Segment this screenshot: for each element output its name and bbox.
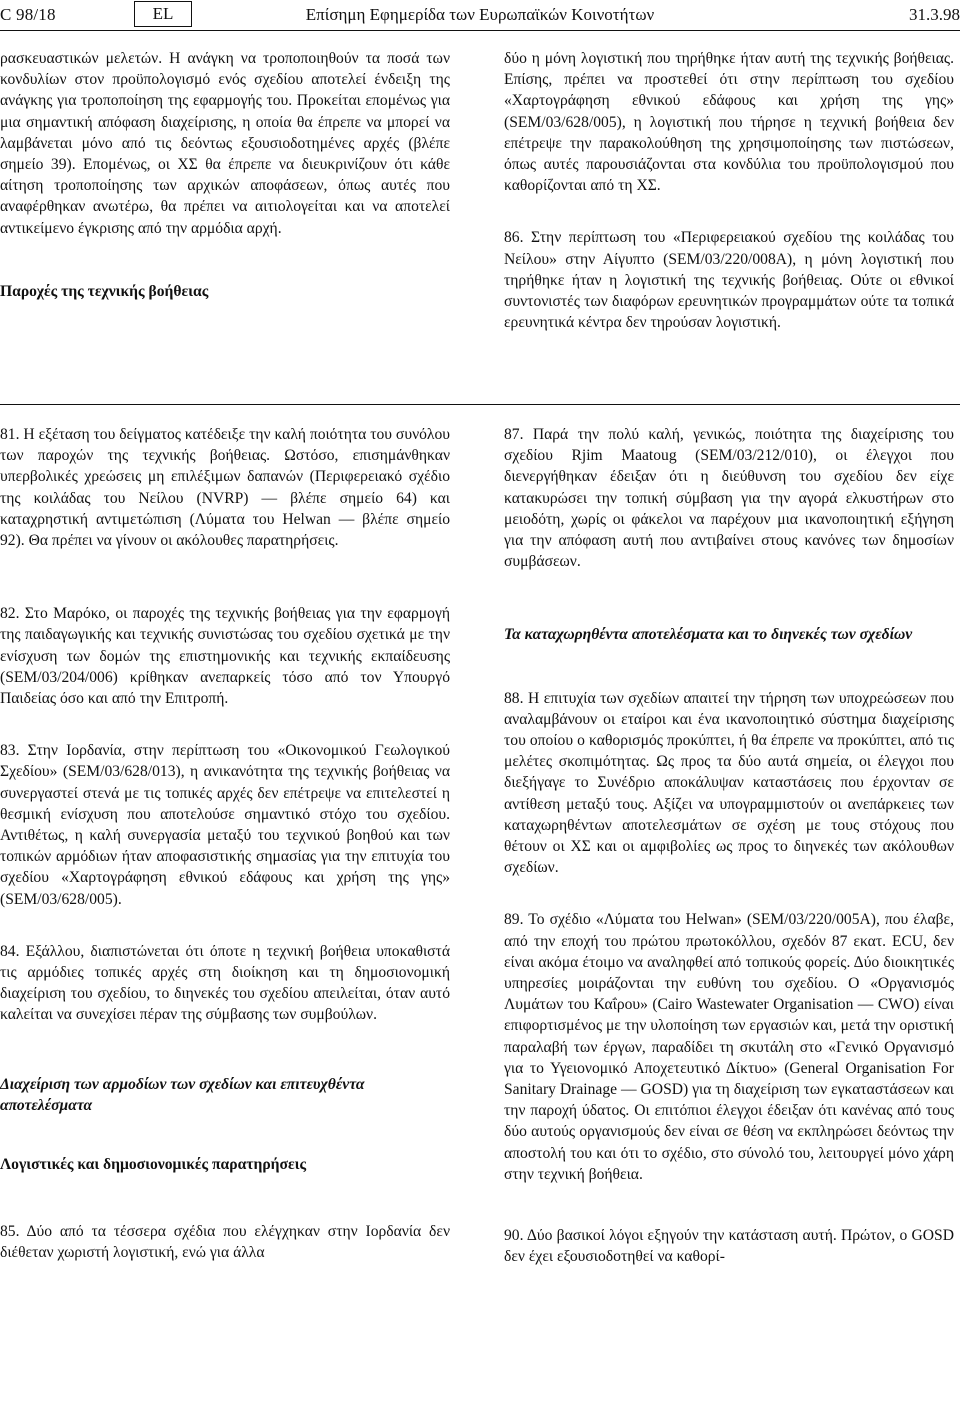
continued-paragraph: ρασκευαστικών μελετών. Η ανάγκη να τροποποιηθούν τα ποσά των κονδυλίων στον προϋπολογισμό ενός σχεδίου αποτελεί ένδειξη της ανάγκης για τροποποίηση της εφαρμογής του. Προκείται επομένως για μια σημαντική απόφαση διαχείρισης, η οποία θα έπρεπε να μπορεί να λαμβάνεται μόνο από τις δεόντως εξουσιοδοτημένες αρχές (βλέπε σημείο 39). Επομένως, οι ΧΣ θα έπρεπε να διευκρινίζουν ότι κάθε αίτηση τροποποίησης των αρχικών αποφάσεων, όπως αυτές που αναφέρθηκαν ανωτέρω, θα πρέπει να αιτιολογείται και να αποτελεί αντικείμενο έγκρισης από την αρμόδια αρχή. — [0, 50, 450, 237]
paragraph-82: 82. Στο Μαρόκο, οι παροχές της τεχνικής βοήθειας για την εφαρμογή της παιδαγωγικής και τεχνικής συνιστώσας του σχεδίου σχετικά με την ενίσχυση των δομών της επιστημονικής και τεχνικής εκπαίδευσης (SEM/03/204/006) κρίθηκαν ανεπαρκείς τόσο από τον Υπουργό Παιδείας όσο και από την Επιτροπή. — [0, 605, 450, 708]
top-right-column — [504, 48, 954, 333]
paragraph-86: 86. Στην περίπτωση του «Περιφερειακού σχεδίου της κοιλάδας του Νείλου» στην Αίγυπτο (SEM/03/220/008A), η μόνη λογιστική που τηρήθηκε ήταν η λογιστική της τεχνικής βοήθειας. Ούτε οι εθνικοί συντονιστές των διαφόρων ερευνητικών προγραμμάτων ούτε τα τοπικά ερευνητικά κέντρα δεν τηρούσαν λογιστική. — [504, 229, 954, 332]
publication-date: 31.3.98 — [909, 5, 960, 24]
page-number: C 98/18 — [0, 5, 56, 24]
paragraph-87: 87. Παρά την πολύ καλή, γενικώς, ποιότητα της διαχείρισης του σχεδίου Rjim Maatoug (SEM/03/212/010), οι έλεγχοι που διενεργήθηκαν έδειξαν ότι η διεύθυνση του σχεδίου δεν είχε κατακυρώσει την τοπική σύμβαση για την αγορά ελκυστήρων στο μειοδότη, χωρίς οι φάκελοι να παρέχουν μια ικανοποιητική εξήγηση για την απόφαση αυτή που αντιβαίνει στους κανόνες των δημοσίων συμβάσεων. — [504, 426, 954, 571]
continued-paragraph-right: δύο η μόνη λογιστική που τηρήθηκε ήταν αυτή της τεχνικής βοήθειας. Επίσης, πρέπει να προστεθεί ότι στην περίπτωση του σχεδίου «Χαρτογράφηση εθνικού εδάφους και χρήση της γης» (SEM/03/628/005), η λογιστική που τήρησε η τεχνική βοήθεια δεν επέτρεψε την παρακολούθηση της χρησιμοποίησης των πιστώσεων, όπως αυτές παρουσιάζονται στα κονδύλια του προϋπολογισμού που καθορίζονται από τη ΧΣ. — [504, 50, 954, 195]
section-divider — [0, 404, 960, 405]
header-rule — [0, 30, 960, 31]
paragraph-83: 83. Στην Ιορδανία, στην περίπτωση του «Οικονομικού Γεωλογικού Σχεδίου» (SEM/03/628/013), η ανικανότητα της τεχνικής βοήθειας να συνεργαστεί στενά με τις τοπικές αρχές δεν επέτρεψε να επιτελεστεί η θεσμική ενίσχυση που αποτελούσε σημαντικό στόχο του σχεδίου. Αντιθέτως, η καλή συνεργασία μεταξύ του τεχνικού βοηθού και των τοπικών αρμόδιων ήταν αποφασιστικής σημασίας για την επιτυχία του σχεδίου «Χαρτογράφηση εθνικού εδάφους και χρήση της γης» (SEM/03/628/005). — [0, 742, 450, 908]
left-column — [0, 424, 450, 1264]
section-heading-management: Διαχείριση των αρμοδίων των σχεδίων και επιτευχθέντα αποτελέσματα — [0, 1075, 365, 1114]
right-column — [504, 424, 954, 1268]
journal-title: Επίσημη Εφημερίδα των Ευρωπαϊκών Κοινοτήτων — [305, 5, 655, 24]
paragraph-88: 88. Η επιτυχία των σχεδίων απαιτεί την τήρηση των υποχρεώσεων που αναλαμβάνουν οι εταίροι και ένα ικανοποιητικό σύστημα διαχείρισης του οποίου ο καθορισμός προκύπτει, ή θα έπρεπε να προκύπτει, από τις μελέτες σκοπιμότητας. Ως προς τα δύο αυτά σημεία, οι έλεγχοι που διεξήγαγε το Συνέδριο αποκάλυψαν καταστάσεις που έρχονταν σε αντίθεση μεταξύ τους. Αξίζει να υπογραμμιστούν οι ανεπάρκειες των καταχωρηθέντων αποτελεσμάτων σε σχέση με τους στόχους που θέτουν οι ΧΣ και οι αμφιβολίες ως προς το διηνεκές των ακόλουθων σχεδίων. — [504, 689, 954, 877]
section-heading-results: Τα καταχωρηθέντα αποτελέσματα και το διηνεκές των σχεδίων — [504, 626, 913, 644]
subsection-heading-accounting: Λογιστικές και δημοσιονομικές παρατηρήσεις — [0, 1156, 307, 1174]
paragraph-85: 85. Δύο από τα τέσσερα σχέδια που ελέγχηκαν στην Ιορδανία δεν διέθεταν χωριστή λογιστική, ενώ για άλλα — [0, 1223, 450, 1262]
paragraph-90: 90. Δύο βασικοί λόγοι εξηγούν την κατάσταση αυτή. Πρώτον, ο GOSD δεν έχει εξουσιοδοτηθεί να καθορί- — [504, 1227, 954, 1266]
top-left-column — [0, 48, 450, 302]
paragraph-81: 81. Η εξέταση του δείγματος κατέδειξε την καλή ποιότητα του συνόλου των παροχών της τεχνικής βοήθειας. Ωστόσο, επισημάνθηκαν υπερβολικές χρεώσεις μη επιλέξιμων δαπανών (Περιφερειακό σχέδιο της κοιλάδας του Νείλου (NVRP) — βλέπε σημείο 64) και καταχρηστική αντιμετώπιση (Λύματα του Helwan — βλέπε σημείο 92). Θα πρέπει να γίνουν οι ακόλουθες παρατηρήσεις. — [0, 426, 450, 550]
language-badge: EL — [134, 1, 192, 27]
paragraph-89: 89. Το σχέδιο «Λύματα του Helwan» (SEM/03/220/005A), που έλαβε, από την εποχή του πρώτου πρωτοκόλλου, σχεδόν 87 εκατ. ECU, δεν είναι ακόμα έτοιμο να αναληφθεί από τοπικούς φορείς. Δύο διοικητικές υπηρεσίες μοιράζονται την ευθύνη του σχεδίου. Ο «Οργανισμός Λυμάτων του Καΐρου» (Cairo Wastewater Organisation — CWO) είναι επιφορτισμένος με την υλοποίηση των εργασιών και, μετά την οριστική παραλαβή των έργων, παραδίδει τη σκυτάλη στο «Γενικό Οργανισμό για το Υγειονομικό Αποχετευτικό Δίκτυο» (General Organisation For Sanitary Drainage — GOSD) για τη διαχείριση των εγκαταστάσεων και την παροχή ύδατος. Οι επιτόπιοι έλεγχοι έδειξαν ότι κανένας από τους δύο αυτούς οργανισμούς δεν είναι σε θέση να εκπληρώσει δεόντως την αποστολή του και ότι το σχέδιο, στο σύνολό του, λειτουργεί μόνο χάρη στην τεχνική βοήθεια. — [504, 911, 954, 1183]
paragraph-84: 84. Εξάλλου, διαπιστώνεται ότι όποτε η τεχνική βοήθεια υποκαθιστά τις αρμόδιες τοπικές αρχές στη διοίκηση και τη δημοσιονομική διαχείριση του σχεδίου, το διηνεκές του σχεδίου απειλείται, όταν αυτό καλείται να συνεχίσει πέραν της σύμβασης των συμβούλων. — [0, 942, 450, 1024]
section-heading-technical-assistance: Παροχές της τεχνικής βοήθειας — [0, 282, 209, 300]
